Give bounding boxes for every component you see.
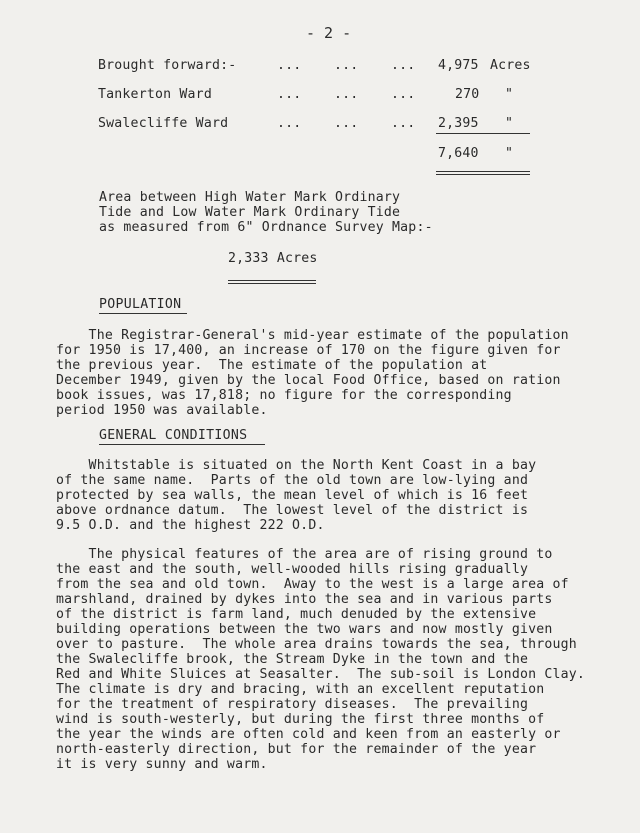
row-value: 270 <box>455 87 480 102</box>
total-unit: " <box>505 146 514 161</box>
section-heading: POPULATION <box>99 297 182 312</box>
subtotal-rule <box>436 133 530 134</box>
row-label: Brought forward:- <box>98 58 237 73</box>
text-line: wind is south-westerly, but during the first three months of <box>56 712 545 727</box>
row-leaders: ... ... ... <box>277 87 416 102</box>
text-line: the previous year. The estimate of the population at <box>56 358 488 373</box>
row-value: 4,975 <box>438 58 479 73</box>
text-line: December 1949, given by the local Food Office, based on ration <box>56 373 561 388</box>
section-heading: GENERAL CONDITIONS <box>99 428 248 443</box>
text-line: it is very sunny and warm. <box>56 757 268 772</box>
row-unit: Acres <box>490 58 531 73</box>
text-line: Red and White Sluices at Seasalter. The sub-soil is London Clay. <box>56 667 586 682</box>
text-line: as measured from 6" Ordnance Survey Map:- <box>99 220 433 235</box>
row-unit: " <box>505 116 514 131</box>
foreshore-value: 2,333 Acres <box>228 251 318 266</box>
text-line: Area between High Water Mark Ordinary <box>99 190 401 205</box>
text-line: The Registrar-General's mid-year estimate of the population <box>56 328 569 343</box>
text-line: above ordnance datum. The lowest level of the district is <box>56 503 529 518</box>
total-rule-2 <box>436 174 530 175</box>
page-number: - 2 - <box>306 24 352 42</box>
text-line: The climate is dry and bracing, with an excellent reputation <box>56 682 545 697</box>
text-line: 9.5 O.D. and the highest 222 O.D. <box>56 518 325 533</box>
row-leaders: ... ... ... <box>277 116 416 131</box>
total-rule-1 <box>436 171 530 172</box>
row-unit: " <box>505 87 514 102</box>
text-line: for 1950 is 17,400, an increase of 170 on the figure given for <box>56 343 561 358</box>
text-line: the east and the south, well-wooded hills rising gradually <box>56 562 529 577</box>
text-line: of the district is farm land, much denuded by the extensive <box>56 607 537 622</box>
heading-underline <box>99 313 187 314</box>
text-line: over to pasture. The whole area drains towards the sea, through <box>56 637 577 652</box>
row-leaders: ... ... ... <box>277 58 416 73</box>
text-line: from the sea and old town. Away to the west is a large area of <box>56 577 569 592</box>
text-line: The physical features of the area are of rising ground to <box>56 547 553 562</box>
text-line: period 1950 was available. <box>56 403 268 418</box>
row-value: 2,395 <box>438 116 479 131</box>
total-value: 7,640 <box>438 146 479 161</box>
text-line: for the treatment of respiratory diseases. The prevailing <box>56 697 529 712</box>
text-line: of the same name. Parts of the old town are low-lying and <box>56 473 529 488</box>
text-line: Whitstable is situated on the North Kent Coast in a bay <box>56 458 537 473</box>
text-line: Tide and Low Water Mark Ordinary Tide <box>99 205 401 220</box>
text-line: the year the winds are often cold and keen from an easterly or <box>56 727 561 742</box>
text-line: protected by sea walls, the mean level of which is 16 feet <box>56 488 529 503</box>
text-line: north-easterly direction, but for the remainder of the year <box>56 742 537 757</box>
row-label: Swalecliffe Ward <box>98 116 229 131</box>
row-label: Tankerton Ward <box>98 87 212 102</box>
heading-underline <box>99 444 265 445</box>
text-line: the Swalecliffe brook, the Stream Dyke in the town and the <box>56 652 529 667</box>
text-line: building operations between the two wars and now mostly given <box>56 622 553 637</box>
foreshore-rule-1 <box>228 280 316 281</box>
text-line: book issues, was 17,818; no figure for the corresponding <box>56 388 512 403</box>
foreshore-rule-2 <box>228 283 316 284</box>
text-line: marshland, drained by dykes into the sea and in various parts <box>56 592 553 607</box>
